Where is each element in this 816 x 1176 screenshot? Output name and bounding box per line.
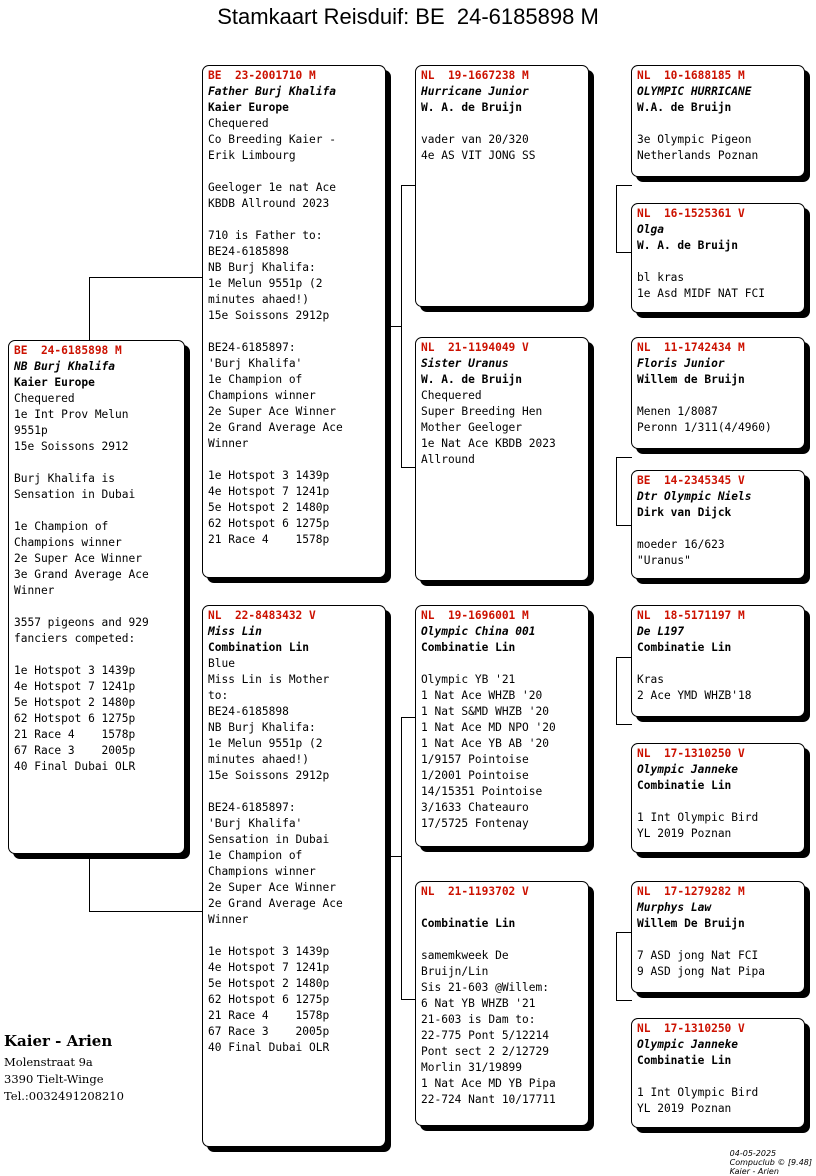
pigeon-card-fm-mother[interactable] [631,470,805,579]
pigeon-name: Dtr Olympic Niels [637,490,752,503]
breeder-info [4,1032,124,1105]
pigeon-notes: Kras 2 Ace YMD WHZB'18 [637,673,752,702]
ring-number: NL 18-5171197 M [637,609,745,622]
connector-line [89,277,203,278]
connector-line [616,932,632,933]
pigeon-name: NB Burj Khalifa [14,360,116,373]
pigeon-name: Hurricane Junior [421,85,529,98]
owner-name: W. A. de Bruijn [637,239,739,252]
ring-number: NL 22-8483432 V [208,609,316,622]
pigeon-card-father-father[interactable] [415,65,589,307]
connector-line [385,326,401,327]
footer [715,1140,812,1176]
pigeon-card-ff-mother[interactable] [631,203,805,313]
ring-number: NL 17-1279282 M [637,885,745,898]
pigeon-notes: 3e Olympic Pigeon Netherlands Poznan [637,133,759,162]
ring-number: NL 17-1310250 V [637,747,745,760]
connector-line [616,657,617,724]
connector-line [89,854,90,911]
connector-line [616,1000,632,1001]
pigeon-name: Olympic China 001 [421,625,536,638]
pigeon-name: De L197 [637,625,685,638]
ring-number: BE 24-6185898 M [14,344,122,357]
connector-line [89,277,90,341]
pigeon-card-mother-father[interactable] [415,605,589,847]
pigeon-name: Father Burj Khalifa [208,85,336,98]
pigeon-notes: bl kras 1e Asd MIDF NAT FCI [637,271,765,300]
ring-number: NL 11-1742434 M [637,341,745,354]
pigeon-card-mf-father[interactable] [631,605,805,717]
pigeon-name: OLYMPIC HURRICANE [637,85,752,98]
pigeon-name [421,900,583,916]
ring-number: NL 16-1525361 V [637,207,745,220]
owner-name: Combinatie Lin [421,917,516,930]
pigeon-card-mm-mother[interactable] [631,1018,805,1128]
owner-name: W.A. de Bruijn [637,101,732,114]
pigeon-notes: Blue Miss Lin is Mother to: BE24-6185898 NB Burj Khalifa: 1e Melun 9551p (2 minutes ahaed!) 15e Soissons 2912p BE24-6185897: 'Burj Khalifa' Sensation in Dubai 1e Champion of Champions winner 2e Super Ace Winner 2e Grand Average Ace Winner 1e Hotspot 3 1439p 4e Hotspot 7 1241p 5e Hotspot 2 1480p 62 Hotspot 6 1275p 21 Race 4 1578p 67 Race 3 2005p 40 Final Dubai OLR [208,657,343,1054]
connector-line [616,457,632,458]
pigeon-card-fm-father[interactable] [631,337,805,449]
connector-line [89,911,203,912]
ring-number: NL 10-1688185 M [637,69,745,82]
ring-number: BE 23-2001710 M [208,69,316,82]
owner-name: Dirk van Dijck [637,506,732,519]
owner-name: Combinatie Lin [637,641,732,654]
pigeon-notes: Menen 1/8087 Peronn 1/311(4/4960) [637,405,772,434]
ring-number: BE 14-2345345 V [637,474,745,487]
owner-name: Kaier Europe [14,376,95,389]
pigeon-notes: samemkweek De Bruijn/Lin Sis 21-603 @Willem: 6 Nat YB WHZB '21 21-603 is Dam to: 22-775 Pont 5/12214 Pont sect 2 2/12729 Morlin 31/19899 1 Nat Ace MD YB Pipa 22-724 Nant 10/17711 [421,949,556,1106]
owner-name: Willem de Bruijn [637,373,745,386]
owner-name: Combinatie Lin [421,641,516,654]
pigeon-name: Olympic Janneke [637,763,739,776]
pigeon-notes: Chequered 1e Int Prov Melun 9551p 15e Soissons 2912 Burj Khalifa is Sensation in Dubai 1e Champion of Champions winner 2e Super Ace Winner 3e Grand Average Ace Winner 3557 pigeons and 929 fanciers competed: 1e Hotspot 3 1439p 4e Hotspot 7 1241p 5e Hotspot 2 1480p 62 Hotspot 6 1275p 21 Race 4 1578p 67 Race 3 2005p 40 Final Dubai OLR [14,392,149,773]
pigeon-notes: moeder 16/623 "Uranus" [637,538,725,567]
connector-line [616,252,632,253]
ring-number: NL 19-1696001 M [421,609,529,622]
connector-line [616,185,617,252]
pigeon-name: Floris Junior [637,357,725,370]
connector-line [616,185,632,186]
pigeon-name: Olympic Janneke [637,1038,739,1051]
pigeon-notes: 1 Int Olympic Bird YL 2019 Poznan [637,811,759,840]
connector-line [385,856,401,857]
connector-line [401,717,402,999]
owner-name: W. A. de Bruijn [421,101,523,114]
pigeon-notes: Chequered Co Breeding Kaier - Erik Limbourg Geeloger 1e nat Ace KBDB Allround 2023 710 is Father to: BE24-6185898 NB Burj Khalifa: 1e Melun 9551p (2 minutes ahaed!) 15e Soissons 2912p BE24-6185897: 'Burj Khalifa' 1e Champion of Champions winner 2e Super Ace Winner 2e Grand Average Ace Winner 1e Hotspot 3 1439p 4e Hotspot 7 1241p 5e Hotspot 2 1480p 62 Hotspot 6 1275p 21 Race 4 1578p [208,117,343,546]
connector-line [401,717,416,718]
pigeon-card-mm-father[interactable] [631,881,805,993]
pigeon-notes: Chequered Super Breeding Hen Mother Geeloger 1e Nat Ace KBDB 2023 Allround [421,389,556,466]
owner-name: Combination Lin [208,641,310,654]
page-title: Stamkaart Reisduif: BE 24-6185898 M [217,4,599,29]
pigeon-card-mf-mother[interactable] [631,743,805,853]
connector-line [616,724,632,725]
footer-owner: Kaier - Arien [729,1167,779,1176]
connector-line [616,657,632,658]
connector-line [616,932,617,1000]
connector-line [401,185,416,186]
pigeon-name: Olga [637,223,664,236]
pigeon-card-father-mother[interactable] [415,337,589,581]
connector-line [616,525,632,526]
pigeon-notes: vader van 20/320 4e AS VIT JONG SS [421,133,536,162]
owner-name: W. A. de Bruijn [421,373,523,386]
pigeon-name: Murphys Law [637,901,712,914]
owner-name: Combinatie Lin [637,779,732,792]
pigeon-card-mother[interactable] [202,605,386,1147]
pigeon-notes: 1 Int Olympic Bird YL 2019 Poznan [637,1086,759,1115]
pigeon-card-ff-father[interactable] [631,65,805,177]
ring-number: NL 21-1194049 V [421,341,529,354]
pigeon-card-subject[interactable] [8,340,185,854]
connector-line [401,185,402,467]
breeder-phone: Tel.:0032491208210 [4,1089,124,1103]
pigeon-card-mother-mother[interactable] [415,881,589,1126]
pigeon-card-father[interactable] [202,65,386,578]
ring-number: NL 19-1667238 M [421,69,529,82]
footer-software: Compuclub © [9.48] [729,1158,812,1167]
owner-name: Combinatie Lin [637,1054,732,1067]
pigeon-name: Miss Lin [208,625,262,638]
owner-name: Willem De Bruijn [637,917,745,930]
breeder-street: Molenstraat 9a [4,1055,93,1069]
breeder-city: 3390 Tielt-Winge [4,1072,104,1086]
pigeon-notes: 7 ASD jong Nat FCI 9 ASD jong Nat Pipa [637,949,765,978]
connector-line [401,999,416,1000]
ring-number: NL 17-1310250 V [637,1022,745,1035]
footer-date: 04-05-2025 [729,1149,777,1158]
connector-line [616,457,617,525]
pigeon-notes: Olympic YB '21 1 Nat Ace WHZB '20 1 Nat S&MD WHZB '20 1 Nat Ace MD NPO '20 1 Nat Ace YB AB '20 1/9157 Pointoise 1/2001 Pointoise 14/15351 Pointoise 3/1633 Chateauro 17/5725 Fontenay [421,673,556,830]
connector-line [401,467,416,468]
owner-name: Kaier Europe [208,101,289,114]
ring-number: NL 21-1193702 V [421,885,529,898]
pigeon-name: Sister Uranus [421,357,509,370]
breeder-name: Kaier - Arien [4,1032,113,1050]
